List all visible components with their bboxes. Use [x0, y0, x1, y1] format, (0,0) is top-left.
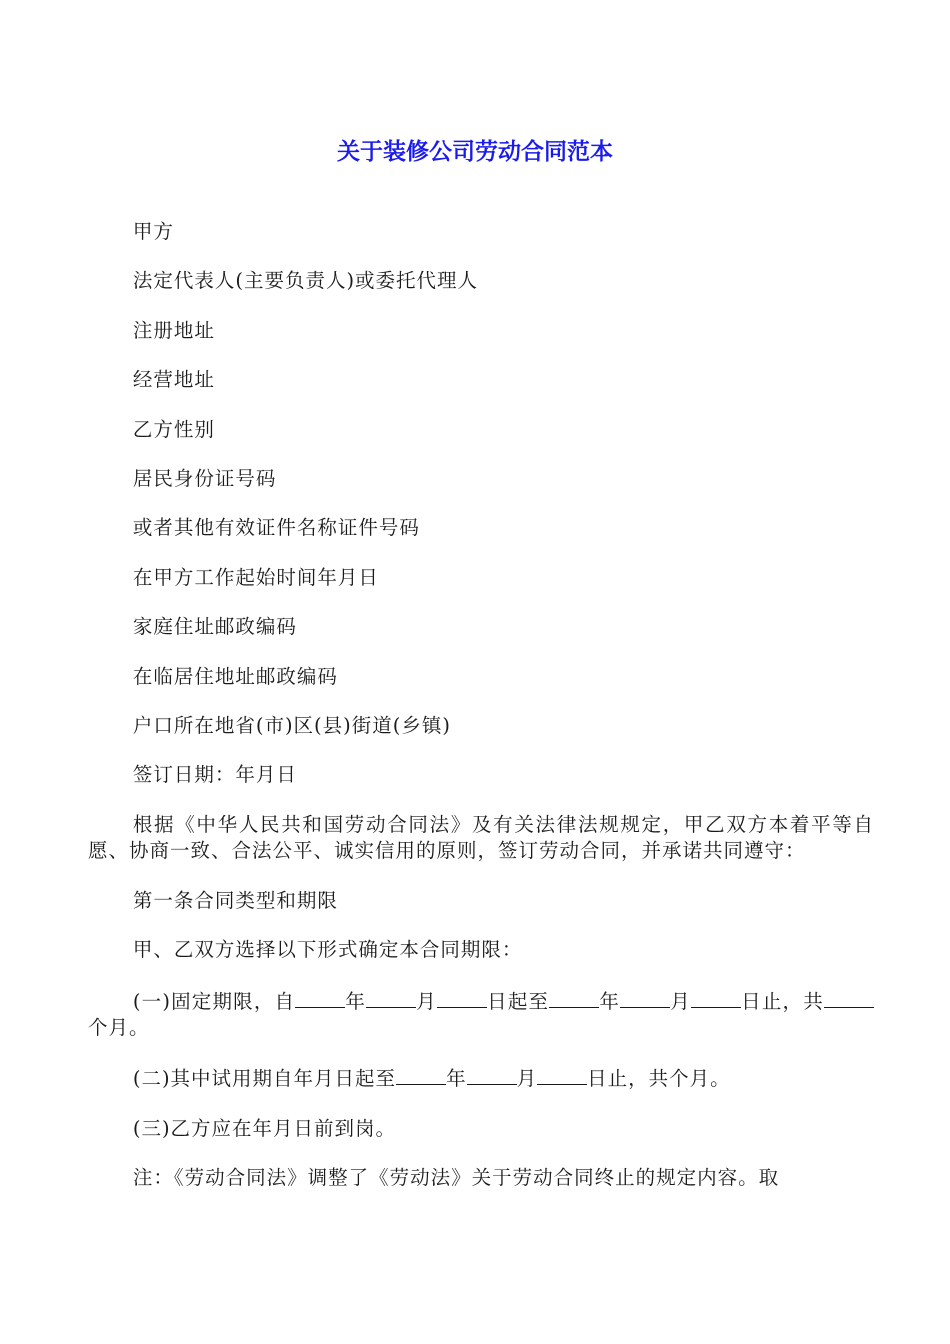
paragraph-clause-probation — [88, 1064, 874, 1092]
clause-1-year: 年 — [345, 989, 367, 1013]
clause-1-prefix: (一)固定期限，自 — [132, 989, 296, 1013]
blank-field[interactable] — [366, 987, 416, 1008]
paragraph-party-b-gender: 乙方性别 — [132, 417, 215, 441]
blank-field[interactable] — [537, 1064, 587, 1085]
clause-2-prefix: (二)其中试用期自年月日起至 — [132, 1067, 397, 1091]
paragraph-household-registration: 户口所在地省(市)区(县)街道(乡镇) — [132, 714, 451, 738]
blank-field[interactable] — [295, 987, 345, 1008]
paragraph-legal-representative: 法定代表人(主要负责人)或委托代理人 — [132, 269, 479, 293]
clause-2-month: 月 — [516, 1067, 538, 1091]
clause-1-total-post: 个月。 — [88, 1015, 150, 1039]
paragraph-temp-address: 在临居住地址邮政编码 — [132, 664, 338, 688]
paragraph-party-a: 甲方 — [132, 220, 174, 243]
paragraph-home-address: 家庭住址邮政编码 — [132, 615, 297, 639]
clause-2-year: 年 — [446, 1067, 467, 1091]
paragraph-id-number: 居民身份证号码 — [132, 467, 277, 491]
paragraph-term-intro: 甲、乙双方选择以下形式确定本合同期限： — [132, 938, 523, 962]
blank-field[interactable] — [437, 987, 487, 1008]
clause-1-year-end: 年 — [599, 989, 621, 1013]
paragraph-article-1-heading: 第一条合同类型和期限 — [132, 888, 338, 912]
document-title: 关于装修公司劳动合同范本 — [337, 139, 613, 165]
clause-1-day-end: 日止， — [740, 989, 804, 1013]
blank-field[interactable] — [824, 987, 874, 1008]
paragraph-clause-report-date: (三)乙方应在年月日前到岗。 — [132, 1116, 397, 1140]
clause-1-month-end: 月 — [670, 989, 691, 1013]
paragraph-signing-date: 签订日期：年月日 — [132, 763, 297, 787]
paragraph-business-address: 经营地址 — [132, 368, 215, 392]
paragraph-registered-address: 注册地址 — [132, 318, 215, 342]
blank-field[interactable] — [396, 1064, 446, 1085]
clause-2-day: 日止，共个月。 — [587, 1067, 731, 1091]
clause-1-day: 日起至 — [486, 989, 550, 1013]
clause-1-month: 月 — [416, 989, 437, 1013]
document-body — [88, 219, 874, 1215]
blank-field[interactable] — [691, 987, 741, 1008]
paragraph-start-date: 在甲方工作起始时间年月日 — [132, 565, 379, 589]
blank-field[interactable] — [620, 987, 670, 1008]
blank-field[interactable] — [549, 987, 599, 1008]
paragraph-preamble: 根据《中华人民共和国劳动合同法》及有关法律法规规定，甲乙双方本着平等自愿、协商一致、合法公平、诚实信用的原则，签订劳动合同，并承诺共同遵守： — [88, 812, 874, 863]
paragraph-clause-fixed-term — [88, 987, 874, 1042]
paragraph-note: 注：《劳动合同法》调整了《劳动法》关于劳动合同终止的规定内容。取 — [132, 1166, 780, 1190]
clause-1-total-pre: 共 — [803, 989, 824, 1013]
paragraph-other-id: 或者其他有效证件名称证件号码 — [132, 516, 420, 540]
blank-field[interactable] — [467, 1064, 517, 1085]
